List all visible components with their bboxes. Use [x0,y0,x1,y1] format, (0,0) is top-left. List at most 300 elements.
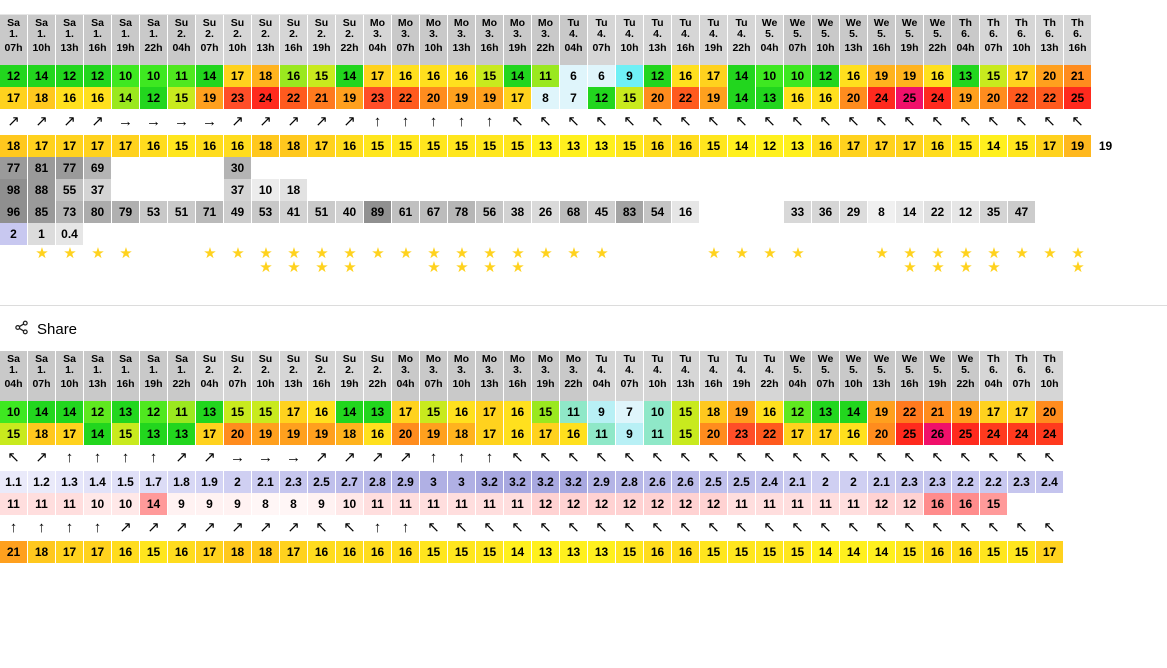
temp-min-cell: 10 [112,65,140,87]
star-rating-cell [0,245,28,247]
column-header: Su 2. 10h [224,15,252,65]
column-header: Mo 3. 04h [364,15,392,65]
wind-speed-cell: 16 [336,135,364,157]
column-header: Su 2. 19h [308,15,336,65]
wind-speed-2-cell: 21 [0,541,28,563]
gray-row-3-cell: 49 [224,201,252,223]
wind-arrows-cell: ↖ [1064,109,1092,135]
wind-arrows-cell: → [280,445,308,471]
gray-row-1-cell [364,157,392,179]
gray-row-4-cell [784,223,812,245]
column-header: We 5. 13h [840,15,868,65]
gray-row-2-cell [476,179,504,201]
gray-row-4-cell [896,223,924,245]
humidity-cell: 15 [980,493,1008,515]
gray-row-2-cell [868,179,896,201]
humidity-cell: 12 [616,493,644,515]
column-header: Sa 1. 13h [84,351,112,401]
uv-index-cell: 3 [420,471,448,493]
wind-arrows-2-cell: ↖ [728,515,756,541]
humidity-cell: 8 [252,493,280,515]
wind-arrows-cell: ↑ [476,109,504,135]
uv-index-cell: 2.5 [308,471,336,493]
wind-arrows-cell: ↖ [784,445,812,471]
temp-min-cell: 14 [336,401,364,423]
gray-row-2-cell [560,179,588,201]
gray-row-1-cell [896,157,924,179]
uv-index-cell: 2.5 [728,471,756,493]
humidity-cell: 11 [0,493,28,515]
temp-min-cell: 13 [112,401,140,423]
wind-arrows-cell: ↗ [392,445,420,471]
temp-min-cell: 12 [644,65,672,87]
star-rating-cell: ★ [371,245,385,262]
gray-row-4-cell [84,223,112,245]
temp-min-cell: 16 [840,65,868,87]
gray-row-2-cell [140,179,168,201]
temp-max-cell: 19 [420,423,448,445]
temp-min-cell: 19 [896,65,924,87]
wind-speed-2-cell: 16 [952,541,980,563]
gray-row-1-cell [196,157,224,179]
column-header: Th 6. 10h [1008,15,1036,65]
column-header: We 5. 04h [756,15,784,65]
wind-speed-cell: 17 [896,135,924,157]
gray-row-2-cell: 88 [28,179,56,201]
wind-arrows-2-cell: ↖ [420,515,448,541]
gray-row-4-cell [140,223,168,245]
humidity-cell: 11 [812,493,840,515]
temp-max-cell: 17 [476,423,504,445]
gray-row-2-cell [112,179,140,201]
gray-row-3-cell: 16 [672,201,700,223]
wind-arrows-cell: ↖ [840,445,868,471]
star-rating-cell [672,245,700,247]
uv-index-cell: 3 [448,471,476,493]
column-header: We 5. 16h [868,15,896,65]
wind-arrows-row [0,445,1167,471]
temp-max-cell: 9 [616,423,644,445]
column-header: We 5. 13h [868,351,896,401]
temp-max-cell: 17 [56,423,84,445]
wind-arrows-cell: ↖ [868,109,896,135]
wind-arrows-cell: ↑ [140,445,168,471]
temp-max-cell: 22 [672,87,700,109]
temp-min-cell: 19 [728,401,756,423]
gray-row-2-cell [812,179,840,201]
temp-max-cell: 22 [280,87,308,109]
temp-max-cell: 12 [140,87,168,109]
gray-row-3-cell [728,201,756,223]
temp-min-cell: 12 [84,401,112,423]
wind-arrows-2-cell: ↑ [84,515,112,541]
wind-speed-2-cell: 17 [1036,541,1064,563]
wind-speed-2-cell: 16 [336,541,364,563]
column-header: Mo 3. 10h [420,15,448,65]
wind-arrows-cell: ↖ [896,109,924,135]
wind-arrows-cell: ↑ [56,445,84,471]
temp-max-cell: 15 [168,87,196,109]
wind-arrows-2-cell: ↑ [0,515,28,541]
wind-arrows-cell: ↑ [448,445,476,471]
wind-arrows-2-cell: ↗ [280,515,308,541]
wind-arrows-cell: ↖ [812,109,840,135]
temp-min-cell: 15 [308,65,336,87]
gray-row-3-cell: 47 [1008,201,1036,223]
temp-min-cell: 16 [924,65,952,87]
humidity-cell: 10 [112,493,140,515]
star-rating-cell: ★ ★ [315,245,329,276]
wind-arrows-cell: ↖ [644,445,672,471]
wind-arrows-2-row [0,515,1167,541]
gray-row-1-cell [868,157,896,179]
gray-row-1-cell [308,157,336,179]
uv-index-cell: 1.2 [28,471,56,493]
wind-speed-cell: 17 [1036,135,1064,157]
temp-max-cell: 16 [784,87,812,109]
star-rating-cell [168,245,196,247]
temp-min-cell: 17 [1008,65,1036,87]
share-label: Share [37,321,78,338]
column-header: Sa 1. 10h [28,15,56,65]
gray-row-4-cell [924,223,952,245]
temp-min-cell: 13 [952,65,980,87]
star-rating-cell: ★ [875,245,889,262]
wind-arrows-cell: ↖ [588,109,616,135]
temp-max-cell: 19 [308,423,336,445]
gray-row-4-cell [448,223,476,245]
uv-index-cell: 1.9 [196,471,224,493]
gray-row-2-cell [924,179,952,201]
wind-speed-cell: 16 [644,135,672,157]
humidity-cell: 9 [224,493,252,515]
wind-speed-cell: 13 [784,135,812,157]
gray-row-4-cell [560,223,588,245]
wind-speed-2-cell: 15 [1008,541,1036,563]
column-header: Tu 4. 13h [672,351,700,401]
gray-row-1-cell [420,157,448,179]
gray-row-4-cell [1036,223,1064,245]
wind-arrows-2-cell: ↖ [672,515,700,541]
gray-row-4-cell [196,223,224,245]
gray-row-3-cell [1036,201,1064,223]
gray-row-2-cell: 10 [252,179,280,201]
gray-row-2-cell: 55 [56,179,84,201]
temp-max-cell: 12 [588,87,616,109]
gray-row-3-cell: 53 [252,201,280,223]
wind-speed-cell: 13 [532,135,560,157]
column-header: Mo 3. 22h [532,15,560,65]
gray-row-1-cell [588,157,616,179]
temp-min-cell: 13 [364,401,392,423]
star-rating-cell: ★ [595,245,609,262]
uv-index-cell: 2.6 [644,471,672,493]
column-header: Sa 1. 04h [0,351,28,401]
column-header: Sa 1. 07h [0,15,28,65]
temp-max-cell: 15 [0,423,28,445]
column-header: We 5. 19h [924,351,952,401]
gray-row-3-cell: 22 [924,201,952,223]
temp-min-cell: 17 [1008,401,1036,423]
temp-min-cell: 20 [1036,65,1064,87]
column-header: Tu 4. 04h [588,351,616,401]
wind-arrows-2-cell: ↑ [56,515,84,541]
temp-min-cell: 13 [812,401,840,423]
wind-arrows-cell: ↗ [308,445,336,471]
column-header: Su 2. 19h [336,351,364,401]
star-rating-cell: ★ ★ [511,245,525,276]
wind-arrows-cell: ↖ [504,445,532,471]
temp-max-cell: 15 [616,87,644,109]
gray-row-1-cell [812,157,840,179]
gray-row-3-cell: 35 [980,201,1008,223]
temp-min-cell: 14 [504,65,532,87]
uv-index-cell: 2.4 [1036,471,1064,493]
column-header: Mo 3. 10h [448,351,476,401]
wind-arrows-cell: → [196,109,224,135]
gray-row-4-cell [364,223,392,245]
humidity-cell: 11 [840,493,868,515]
uv-index-cell: 2.3 [1008,471,1036,493]
column-header: Sa 1. 22h [140,15,168,65]
wind-arrows-cell: ↖ [840,109,868,135]
gray-row-4-cell [756,223,784,245]
wind-arrows-cell: ↖ [980,109,1008,135]
gray-row-3-cell: 29 [840,201,868,223]
share-icon [14,320,29,339]
gray-row-4-cell [224,223,252,245]
column-header: Tu 4. 19h [700,15,728,65]
temp-min-cell: 18 [252,65,280,87]
gray-row-2-cell [672,179,700,201]
wind-arrows-cell: ↖ [560,109,588,135]
humidity-cell: 10 [84,493,112,515]
gray-row-1-cell [840,157,868,179]
temp-min-cell: 17 [280,401,308,423]
gray-row-4-cell [280,223,308,245]
wind-arrows-2-cell: ↖ [756,515,784,541]
wind-arrows-2-cell: ↑ [28,515,56,541]
wind-arrows-2-cell: ↑ [364,515,392,541]
humidity-cell: 11 [28,493,56,515]
humidity-cell: 12 [588,493,616,515]
star-rating-row [0,245,1167,299]
temp-min-cell: 14 [28,65,56,87]
temp-max-cell: 8 [532,87,560,109]
wind-arrows-cell: ↖ [1008,109,1036,135]
temp-min-cell: 16 [504,401,532,423]
gray-row-3-cell: 12 [952,201,980,223]
temp-max-cell: 22 [392,87,420,109]
temp-max-cell: 25 [896,423,924,445]
temp-min-cell: 14 [28,401,56,423]
uv-index-cell: 2.9 [392,471,420,493]
gray-row-2-cell [728,179,756,201]
temp-min-cell: 12 [140,401,168,423]
gray-row-3-cell: 41 [280,201,308,223]
uv-index-cell: 2 [224,471,252,493]
wind-arrows-cell: ↖ [952,445,980,471]
wind-arrows-2-cell: ↑ [392,515,420,541]
star-rating-cell: ★ [35,245,49,262]
temp-max-cell: 19 [196,87,224,109]
temp-min-cell: 10 [756,65,784,87]
wind-arrows-2-cell: ↖ [560,515,588,541]
temp-min-cell: 9 [588,401,616,423]
column-header: Su 2. 04h [196,351,224,401]
wind-speed-cell: 14 [728,135,756,157]
column-header: Sa 1. 16h [112,351,140,401]
column-header: Tu 4. 04h [560,15,588,65]
temp-max-cell: 24 [1036,423,1064,445]
wind-arrows-cell: ↖ [700,109,728,135]
gray-row-2-cell [504,179,532,201]
temp-min-cell: 15 [980,65,1008,87]
column-header: Th 6. 10h [1036,351,1064,401]
gray-row-1-cell [336,157,364,179]
wind-speed-cell: 17 [840,135,868,157]
gray-row-4-cell [700,223,728,245]
temp-min-cell: 12 [84,65,112,87]
temp-max-cell: 20 [980,87,1008,109]
wind-speed-cell: 17 [28,135,56,157]
temp-max-cell: 19 [448,87,476,109]
wind-speed-cell: 17 [56,135,84,157]
column-header: We 5. 22h [952,351,980,401]
star-rating-cell: ★ ★ [903,245,917,276]
temp-max-cell: 16 [84,87,112,109]
wind-speed-cell: 17 [308,135,336,157]
humidity-cell: 12 [868,493,896,515]
gray-row-4-cell [1008,223,1036,245]
wind-speed-2-cell: 15 [476,541,504,563]
gray-row-1-cell [616,157,644,179]
wind-arrows-cell: ↗ [28,109,56,135]
temp-min-cell: 16 [448,401,476,423]
wind-speed-cell: 15 [476,135,504,157]
gray-row-1-row [0,157,1167,179]
gray-row-1-cell [728,157,756,179]
temp-min-cell: 10 [0,401,28,423]
share-button[interactable] [0,306,1167,351]
forecast-panel-1 [0,15,1167,299]
wind-arrows-cell: ↖ [560,445,588,471]
gray-row-4-cell [616,223,644,245]
temp-max-row [0,423,1167,445]
wind-arrows-cell: ↖ [728,445,756,471]
temp-min-cell: 10 [140,65,168,87]
wind-arrows-2-cell: ↖ [448,515,476,541]
gray-row-2-cell [1036,179,1064,201]
wind-speed-2-cell: 13 [560,541,588,563]
column-header: Mo 3. 16h [476,15,504,65]
gray-row-2-cell [1008,179,1036,201]
column-header: Mo 3. 04h [392,351,420,401]
star-rating-cell: ★ [567,245,581,262]
gray-row-3-cell: 83 [616,201,644,223]
wind-arrows-cell: ↖ [0,445,28,471]
wind-speed-2-cell: 18 [224,541,252,563]
temp-max-cell: 24 [1008,423,1036,445]
wind-arrows-cell: ↑ [112,445,140,471]
wind-arrows-cell: ↖ [728,109,756,135]
star-rating-cell [812,245,840,247]
star-rating-cell: ★ ★ [959,245,973,276]
wind-arrows-cell: ↖ [616,445,644,471]
temp-max-cell: 20 [868,423,896,445]
gray-row-3-cell: 36 [812,201,840,223]
gray-row-3-cell: 38 [504,201,532,223]
column-header: Mo 3. 13h [476,351,504,401]
column-header: Mo 3. 07h [420,351,448,401]
wind-speed-2-cell: 18 [28,541,56,563]
gray-row-3-cell: 45 [588,201,616,223]
temp-min-cell: 11 [532,65,560,87]
column-header: Su 2. 07h [196,15,224,65]
gray-row-1-cell [476,157,504,179]
humidity-cell: 11 [420,493,448,515]
temp-min-cell: 16 [420,65,448,87]
gray-row-3-cell: 73 [56,201,84,223]
temp-min-cell: 16 [308,401,336,423]
column-header: Sa 1. 22h [168,351,196,401]
temp-min-cell: 15 [532,401,560,423]
gray-row-2-cell [784,179,812,201]
column-header: Mo 3. 19h [504,15,532,65]
wind-speed-cell: 16 [924,135,952,157]
gray-row-1-cell [252,157,280,179]
gray-row-3-cell: 33 [784,201,812,223]
gray-row-4-cell [392,223,420,245]
gray-row-1-cell [1064,157,1092,179]
wind-arrows-cell: ↖ [700,445,728,471]
gray-row-2-cell [952,179,980,201]
wind-arrows-cell: ↖ [532,445,560,471]
gray-row-1-cell: 77 [0,157,28,179]
wind-arrows-2-cell: ↗ [196,515,224,541]
temp-max-cell: 23 [364,87,392,109]
gray-row-2-cell [1064,179,1092,201]
temp-min-cell: 16 [448,65,476,87]
wind-speed-cell: 17 [84,135,112,157]
gray-row-1-cell [784,157,812,179]
column-header: Tu 4. 22h [728,15,756,65]
temp-min-cell: 10 [644,401,672,423]
star-rating-cell: ★ ★ [483,245,497,276]
gray-row-3-cell: 89 [364,201,392,223]
temp-min-cell: 13 [196,401,224,423]
temp-max-cell: 22 [1036,87,1064,109]
gray-row-1-cell [448,157,476,179]
temp-min-cell: 11 [168,401,196,423]
column-header: Mo 3. 19h [532,351,560,401]
wind-speed-cell: 16 [224,135,252,157]
uv-index-cell: 1.7 [140,471,168,493]
wind-arrows-cell: → [252,445,280,471]
column-header: Su 2. 22h [364,351,392,401]
star-rating-cell: ★ ★ [343,245,357,276]
wind-speed-cell: 15 [616,135,644,157]
wind-speed-2-cell: 16 [392,541,420,563]
column-header: Th 6. 07h [1008,351,1036,401]
temp-min-cell: 17 [980,401,1008,423]
temp-min-cell: 18 [700,401,728,423]
star-rating-cell: ★ [231,245,245,262]
uv-index-cell: 2.8 [616,471,644,493]
gray-row-1-cell: 69 [84,157,112,179]
temp-min-cell: 15 [252,401,280,423]
column-header: We 5. 07h [784,15,812,65]
